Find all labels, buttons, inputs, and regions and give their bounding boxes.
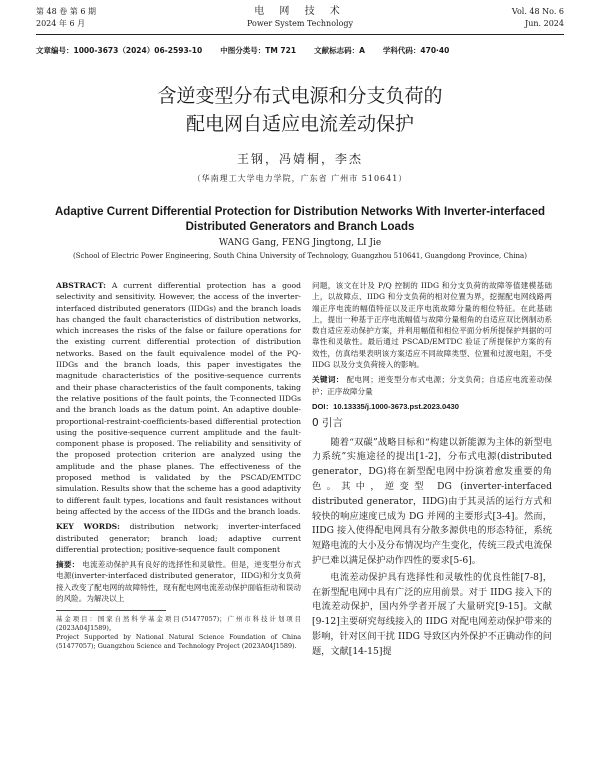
- article-meta: [36, 45, 564, 56]
- right-column: [312, 280, 552, 662]
- authors-cn: 王钢，冯婧桐，李杰: [236, 152, 363, 166]
- abstract-cn-continued: 问题，该文在计及 P/Q 控制的 IIDG 和分支负荷的故障等值建模基础上，以故障点、IIDG 和分支负荷的相对位置为界，挖掘配电网线路两端正序电流的幅值特征以及正序电流故障分量的相位特征。在此基础上，提出一种基于正序电流幅值与故障分量相角的自适应双比例制动系数自适应差动保护方案，并利用幅值和相位平面分析所提保护判据的可靠性和灵敏性。最后通过 PSCAD/EMTDC 验证了所提保护方案的有效性，仿真结果表明该方案适应不同故障类型、位置和过渡电阻，不受 IIDG 以及分支负荷接入的影响。: [312, 281, 552, 370]
- journal-header: [36, 6, 564, 35]
- article-number: 文章编号：1000-3673（2024）06-2593-10: [36, 46, 203, 55]
- authors-en: WANG Gang, FENG Jingtong, LI Jie: [218, 238, 382, 248]
- journal-name: 电 网 技 术 Power System Technology: [246, 6, 354, 28]
- paper-title-en: Adaptive Current Differential Protection for Distribution Networks With Inverter-interfaced Distributed Generators and Branch Loads: [55, 206, 545, 233]
- section-heading: 0 引言: [312, 417, 344, 430]
- doi: DOI：10.13335/j.1000-3673.pst.2023.0430: [312, 401, 459, 411]
- classification-code: 中图分类号：TM 721: [220, 46, 297, 55]
- volume-info: 第 48 卷 第 6 期 2024 年 6 月: [36, 7, 96, 28]
- affiliation-en: (School of Electric Power Engineering, South China University of Technology, Guangzhou 510641, Guangdong Province, China): [73, 252, 527, 260]
- document-code: 文献标志码：A: [314, 46, 365, 55]
- affiliation-cn: （华南理工大学电力学院，广东省 广州市 510641）: [192, 174, 408, 183]
- footnote-divider: [56, 610, 166, 611]
- keywords-cn: 关键词： 配电网；逆变型分布式电源；分支负荷；自适应电流差动保护；正序故障分量: [312, 375, 553, 396]
- keywords-en: KEY WORDS: distribution network; inverter-interfaced distributed generator; branch load; adaptive current differential protection; positive-sequence fault component: [56, 522, 301, 554]
- intro-paragraph-1: 随着“双碳”战略目标和“构建以新能源为主体的新型电力系统”实施途径的提出[1-2]，分布式电源(distributed generator，DG)将在新型配电网中扮演着愈发重要的角色。其中，逆变型 DG (inverter-interfaced distributed generator，IIDG)由于其灵活的运行方式和较快的响应速度已成为 DG 并网的主要形式[3-4]。然而，IIDG 接入使得配电网具有分散多源供电的形态特征，系统短路电流的大小及分布情况均产生变化，传统三段式电流保护已难以满足保护动作四性的要求[5-6]。: [312, 436, 552, 566]
- funding-note: 基金项目：国家自然科学基金项目(51477057)；广州市科技计划项目(2023A04J1589)。 Project Supported by National Natural Science Foundation of China (51477057); Guangzhou Science and Technology Project (2023A04J1589).: [56, 615, 301, 651]
- volume-info-en: Vol. 48 No. 6 Jun. 2024: [511, 7, 564, 28]
- abstract-en: ABSTRACT: A current differential protection has a good selectivity and sensitivity. However, the access of the inverter-interfaced distributed generators (IIDGs) and the branch loads has changed the fault characteristics of distribution networks, which increases the risks of the false or failure operations for the existing current differential protection of distribution networks. Based on the fault equivalence model of the PQ-IIDGs and the branch loads, this paper investigates the magnitude characteristics of the positive-sequence currents and their phase characteristics of the fault components, taking the relative positions of the fault points, the T-connected IIDGs and the branch loads as the datum point. An adaptive double-proportional-restraint-coefficients-based differential protection using the positive-sequence current amplitude and the fault-component phase is proposed. The reliability and sensitivity of the proposed protection criterion are analyzed using the amplitude and the phase planes. The effectiveness of the proposed method is validated by the PSCAD/EMTDC simulation. Results show that the scheme has a good adaptivity to different fault types, locations and fault resistances without being affected by the access of the IIDGs and the branch loads.: [56, 281, 301, 516]
- abstract-cn-start: 摘要： 电流差动保护具有良好的选择性和灵敏性。但是，逆变型分布式电源(inverter-interfaced distributed generator，IIDG)和分支负荷接入改变了配电网的故障特性，现有配电网电流差动保护面临拒动和误动的风险。为解决以上: [56, 560, 302, 604]
- intro-paragraph-2: 电流差动保护具有选择性和灵敏性的优良性能[7-8]，在新型配电网中具有广泛的应用前景。对于 IIDG 接入下的电流差动保护，国内外学者开展了大量研究[9-15]。文献[9-12]主要研究每线接入的 IIDG 对配电网差动保护带来的影响，针对区间干扰 IIDG 导致区内外保护不正确动作的问题，文献[14-15]提: [312, 571, 552, 657]
- discipline-code: 学科代码：470·40: [382, 46, 450, 55]
- paper-title-cn: 含逆变型分布式电源和分支负荷的 配电网自适应电流差动保护: [157, 85, 443, 135]
- left-column: [56, 280, 301, 651]
